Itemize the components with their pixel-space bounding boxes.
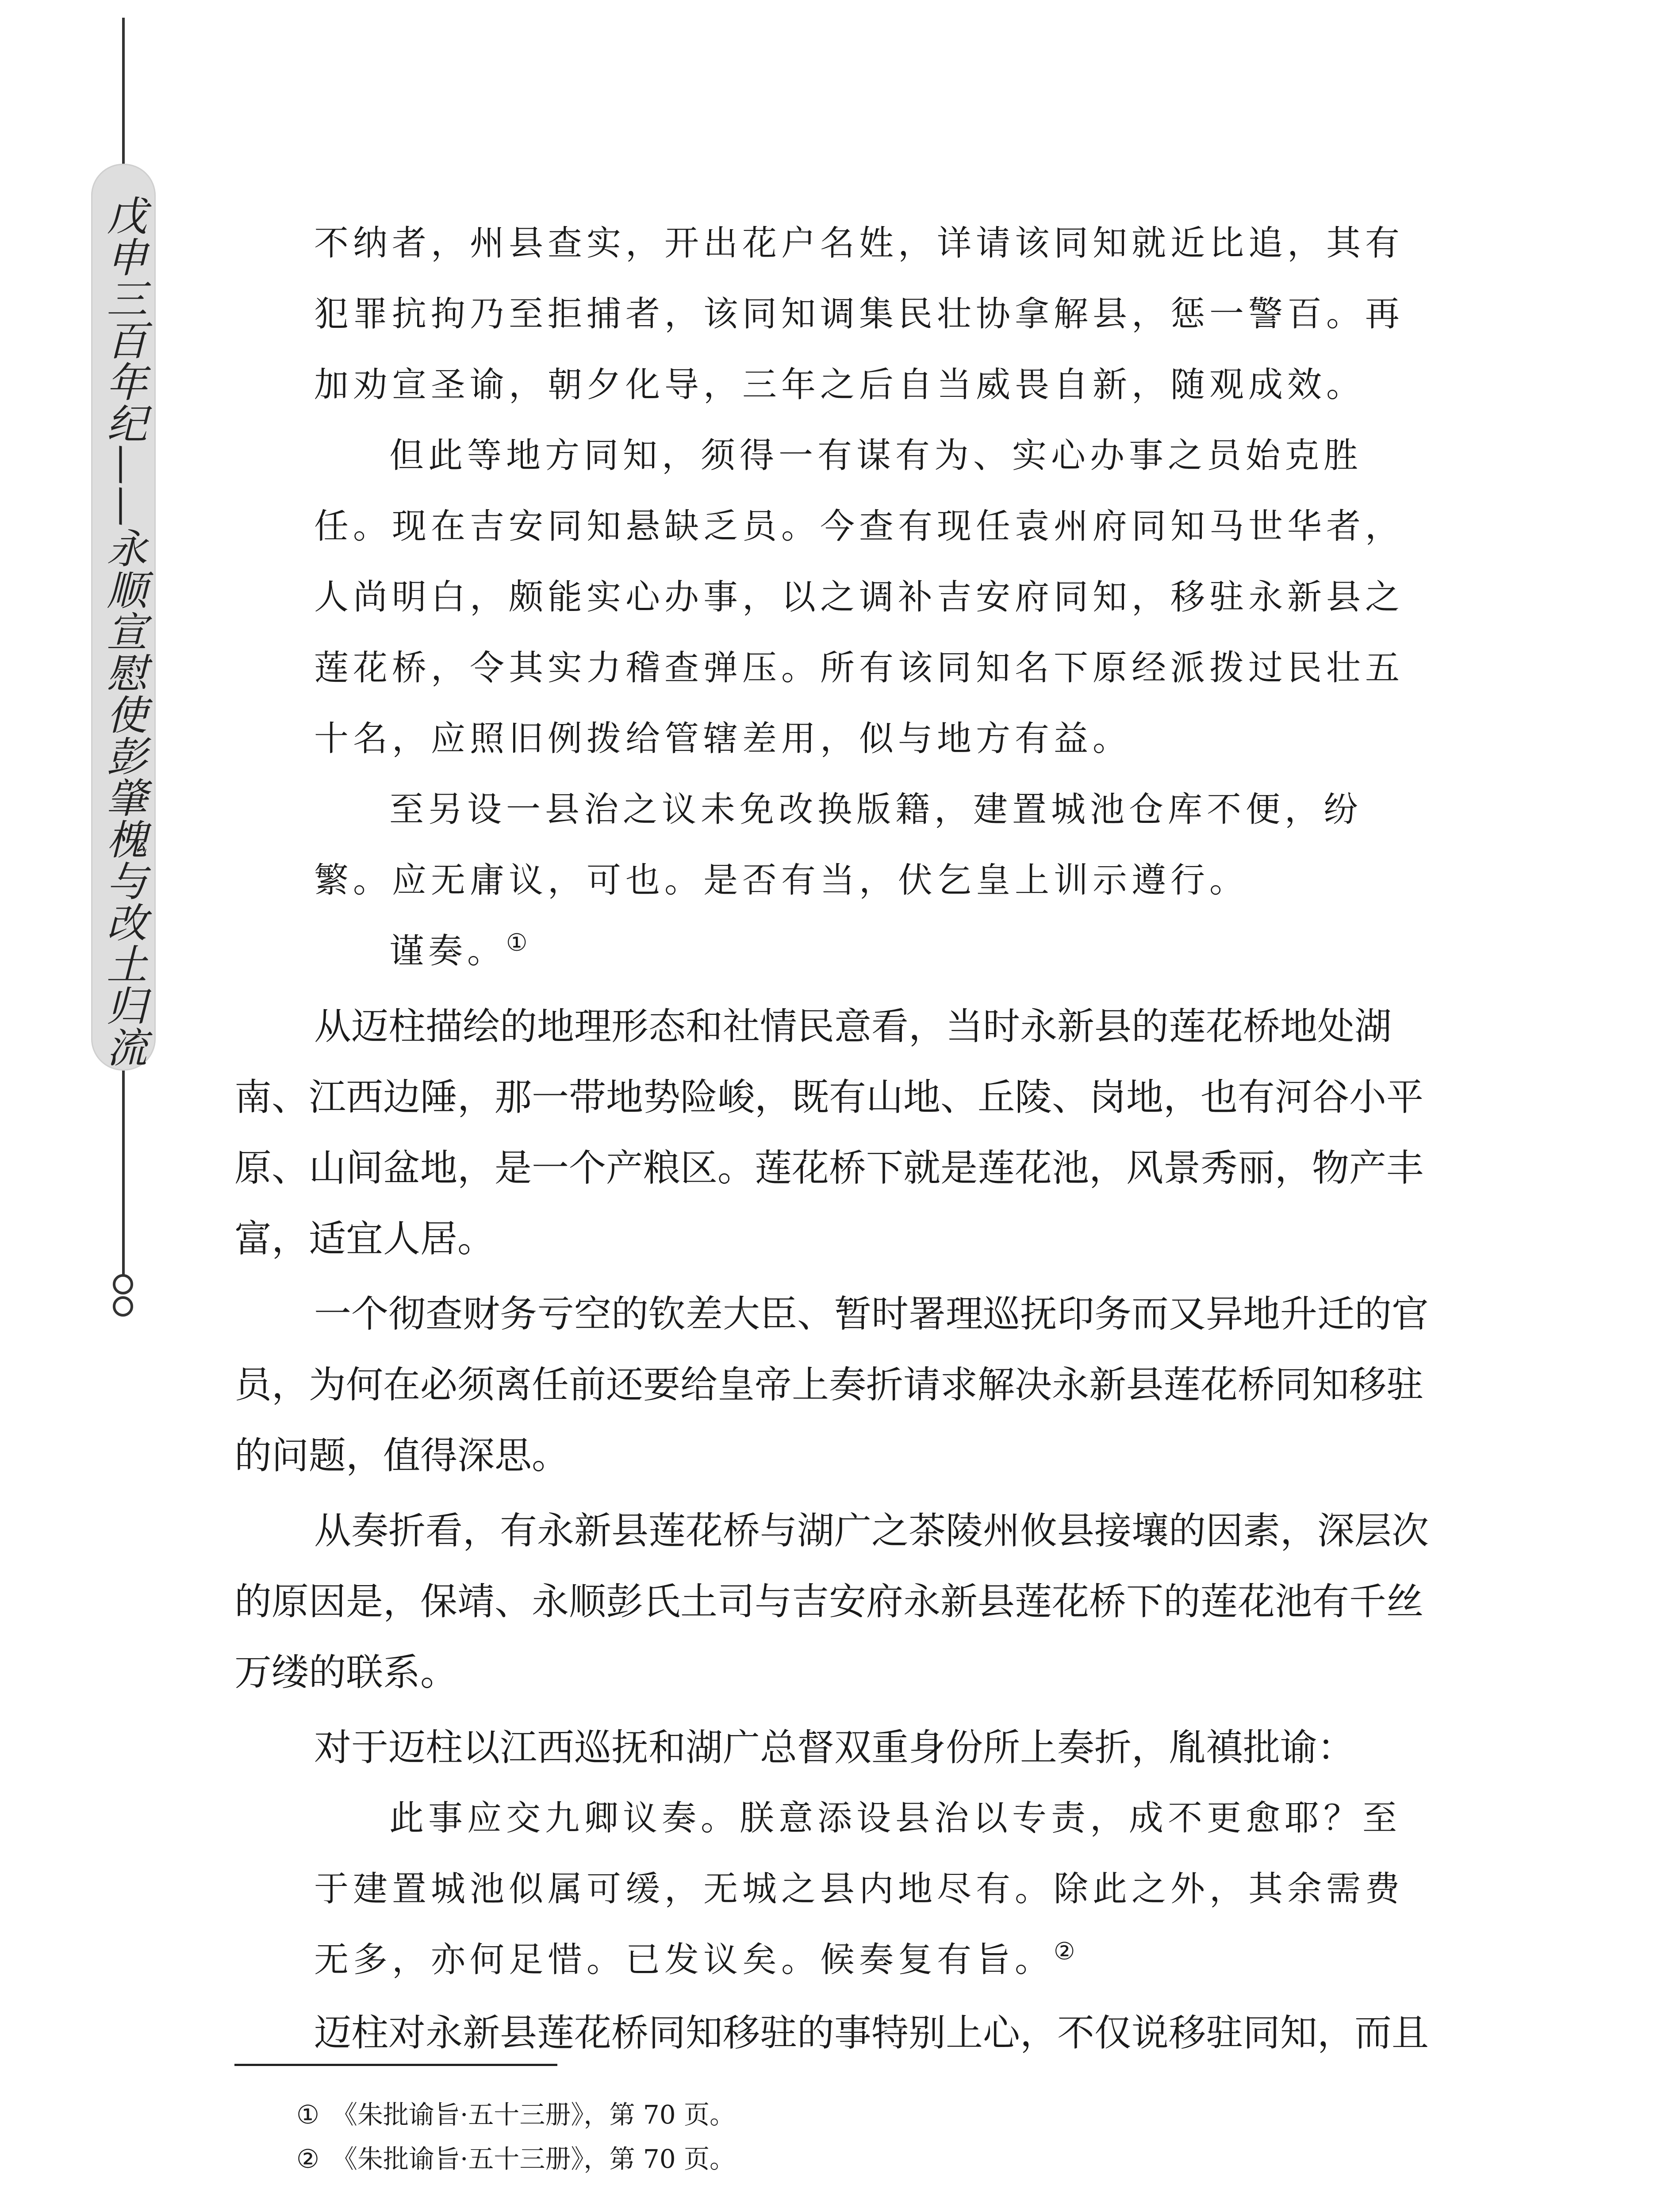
body-line: 对于迈柱以江西巡抚和湖广总督双重身份所上奏折，胤禛批谕： — [314, 1726, 1355, 1769]
quote-line: 至另设一县治之议未免改换版籍，建置城池仓库不便，纷 — [389, 790, 1363, 830]
quote-line: 不纳者，州县查实，开出花户名姓，详请该同知就近比追，其有 — [314, 223, 1404, 263]
running-head-title: 戊申三百年纪——永顺宣慰使彭肇槐与改土归流 — [100, 195, 147, 1068]
quote-line: 加劝宣圣谕，朝夕化导，三年之后自当威畏自新，随观成效。 — [314, 365, 1366, 405]
body-line: 富，适宜人居。 — [234, 1217, 495, 1260]
footnote-1 — [296, 2097, 735, 2132]
body-line: 原、山间盆地，是一个产粮区。莲花桥下就是莲花池，风景秀丽，物产丰 — [234, 1146, 1424, 1190]
body-line: 迈柱对永新县莲花桥同知移驻的事特别上心，不仅说移驻同知，而且 — [314, 2011, 1429, 2055]
quote-line: 但此等地方同知，须得一有谋有为、实心办事之员始克胜 — [389, 436, 1363, 476]
body-line: 南、江西边陲，那一带地势险峻，既有山地、丘陵、岗地，也有河谷小平 — [234, 1075, 1424, 1119]
footnote-ref-1: ① — [506, 929, 532, 956]
footnote-divider — [234, 2064, 557, 2066]
footnote-mark: ② — [296, 2144, 319, 2174]
quote-line: 繁。应无庸议，可也。是否有当，伏乞皇上训示遵行。 — [314, 860, 1249, 900]
footnote-ref-2: ② — [1054, 1937, 1080, 1965]
quote-line — [314, 1938, 1079, 1982]
quote-line: 犯罪抗拘乃至拒捕者，该同知调集民壮协拿解县，惩一警百。再 — [314, 294, 1404, 334]
body-line: 从奏折看，有永新县莲花桥与湖广之茶陵州攸县接壤的因素，深层次 — [314, 1509, 1429, 1552]
ornament-circle-icon — [113, 1296, 133, 1317]
footnote-mark: ① — [296, 2100, 319, 2130]
quote-line: 任。现在吉安同知悬缺乏员。今查有现任袁州府同知马世华者， — [314, 507, 1404, 546]
running-head-rule-top — [122, 18, 125, 164]
footnote-2 — [296, 2141, 735, 2177]
body-line: 的问题，值得深思。 — [234, 1434, 569, 1477]
body-line: 的原因是，保靖、永顺彭氏土司与吉安府永新县莲花桥下的莲花池有千丝 — [234, 1580, 1424, 1623]
quote-line: 于建置城池似属可缓，无城之县内地尽有。除此之外，其余需费 — [314, 1869, 1404, 1909]
body-line: 员，为何在必须离任前还要给皇帝上奏折请求解决永新县莲花桥同知移驻 — [234, 1363, 1424, 1406]
quote-line: 莲花桥，令其实力稽查弹压。所有该同知名下原经派拨过民壮五 — [314, 648, 1404, 688]
quote-line: 此事应交九卿议奏。朕意添设县治以专责，成不更愈耶？至 — [389, 1798, 1402, 1838]
body-line: 从迈柱描绘的地理形态和社情民意看，当时永新县的莲花桥地处湖 — [314, 1005, 1392, 1048]
body-line: 万缕的联系。 — [234, 1651, 458, 1694]
quote-closing — [389, 929, 532, 973]
footnote-text: 《朱批谕旨·五十三册》，第 70 页。 — [332, 2144, 736, 2174]
quote-line: 人尚明白，颇能实心办事，以之调补吉安府同知，移驻永新县之 — [314, 577, 1404, 617]
footnote-text: 《朱批谕旨·五十三册》，第 70 页。 — [332, 2100, 736, 2130]
quote-line: 十名，应照旧例拨给管辖差用，似与地方有益。 — [314, 719, 1132, 759]
quote-last-text: 无多，亦何足惜。已发议矣。候奏复有旨。 — [314, 1940, 1054, 1980]
running-head-rule-bottom — [122, 1071, 125, 1279]
quote-closing-text: 谨奏。 — [389, 931, 506, 971]
body-line: 一个彻查财务亏空的钦差大臣、暂时署理巡抚印务而又异地升迁的官 — [314, 1292, 1429, 1336]
ornament-circle-icon — [113, 1274, 133, 1294]
